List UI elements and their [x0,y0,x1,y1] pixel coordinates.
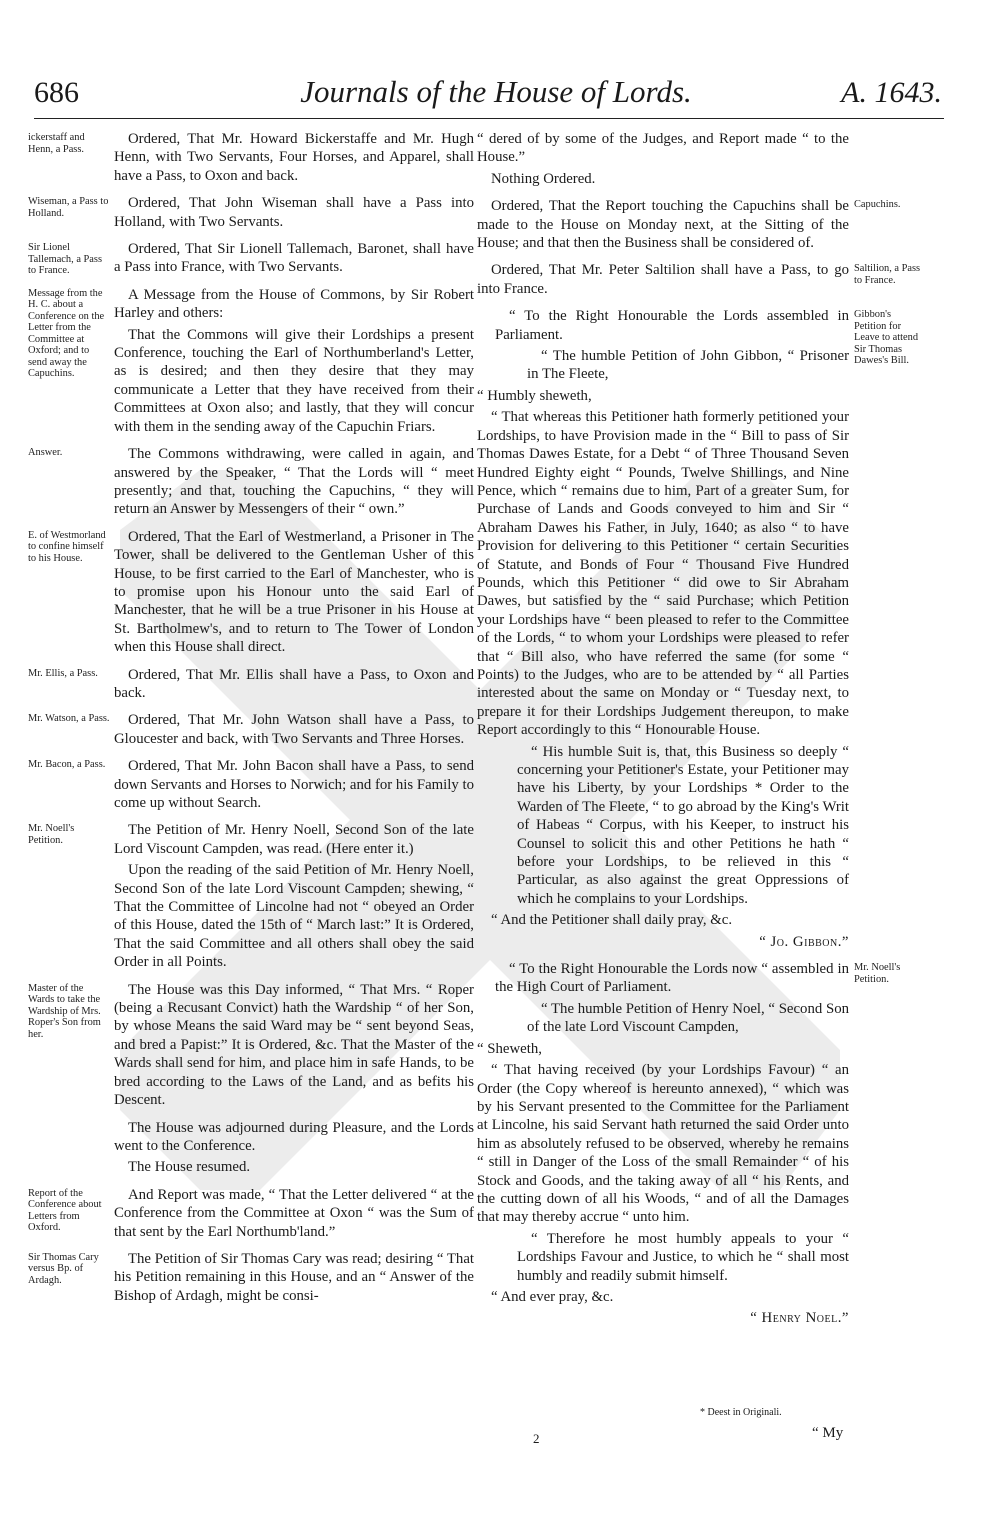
paragraph: Ordered, That Sir Lionell Tallemach, Baronet, shall have a Pass into France, with Two Servants. [114,241,474,276]
petition-title: “ The humble Petition of Henry Noel, “ Second Son of the late Lord Viscount Campden, [527,1000,849,1036]
running-title: Journals of the House of Lords. [300,74,692,109]
margin-note: Message from the H. C. about a Conference on the Letter from the Committee at Oxford; and to send away the Capuchins. [28,287,105,380]
footnote: * Deest in Originali. [700,1407,782,1418]
paragraph: The House was adjourned during Pleasure, and the Lords went to the Conference. [114,1119,474,1154]
margin-note: Wiseman, a Pass to Holland. [28,196,109,219]
signature-mark: 2 [533,1431,540,1446]
margin-note: Mr. Watson, a Pass. [28,713,110,725]
entry-noel-petition [477,960,901,1328]
entry-tallemach-pass [28,240,474,277]
paragraph: “ Sheweth, [477,1040,542,1057]
paragraph: And Report was made, “ That the Letter delivered “ at the Conference from the Committee at Oxon “ was the Sum of that sent by the Earl Northumb'land.” [114,1186,474,1240]
entry-cary-petition [28,1250,474,1305]
paragraph: “ And the Petitioner shall daily pray, &c. [491,912,733,929]
margin-note: Mr. Noell's Petition. [28,823,75,846]
paragraph: “ That whereas this Petitioner hath formerly petitioned your Lordships, to have Provision made in the “ Bill to pass of Sir Thomas Dawes Estate, for a Debt “ of Three Thousand Seven Hundred Eighty eight “ Pounds, Twelve Shillings, and Nine Pence, which “ remains due to him, Part of a greater Sum, for Purchase of Lands and Goods conveyed to him and Sir “ Abraham Dawes his Father, in July, 1640; as also “ to have Provision for delivering to this Petitioner “ certain Securities of Statute, and Bonds of Four “ Thousand Five Hundred Pounds, which this Petitioner “ did owe to Sir Abraham Dawes, but satisfied by the “ said Purchase; which Petition your Lordships have “ been pleased to refer to the Committee of the Lords, “ to whom your Lordships were pleased to refer that “ Bill also, who have referred the same (for some “ Points) to the Judges, who are to be attended by “ all Parties interested about the same on Monday or “ Tuesday next, to prepare it for their Lordships Judgement thereupon, to make Report accordingly to this “ Honourable House. [477,409,849,739]
header-rule [34,118,944,119]
entry-westmorland [28,528,474,657]
paragraph: Nothing Ordered. [491,170,596,187]
petition-address: “ To the Right Honourable the Lords assembled in Parliament. [495,308,849,343]
paragraph: “ And ever pray, &c. [491,1288,614,1305]
entry-ellis-pass [28,666,474,703]
paragraph: The Commons withdrawing, were called in again, and answered by the Speaker, “ That the Lords will “ meet presently; and that, touching the Capuchins, “ they will return an Answer by Messengers of their “ own.” [114,446,474,518]
entry-conference-report [28,1186,474,1241]
left-column [28,130,475,1314]
paragraph: Ordered, That Mr. John Watson shall have a Pass, to Gloucester and back, with Two Servants and Three Horses. [114,712,474,747]
entry-capuchins [477,197,901,252]
margin-note: Sir Thomas Cary versus Bp. of Ardagh. [28,1251,99,1286]
margin-note: Mr. Noell's Petition. [854,962,901,985]
entry-saltilion-pass [477,261,921,298]
paragraph: “ Therefore he most humbly appeals to your “ Lordships Favour and Justice, to which he “ shall most humbly and readily submit himself. [517,1230,849,1284]
margin-note: Mr. Ellis, a Pass. [28,667,98,679]
margin-note: Saltilion, a Pass to France. [854,263,921,286]
petition-address: “ To the Right Honourable the Lords now “ assembled in the High Court of Parliament. [495,961,849,996]
margin-note: Sir Lionel Tallemach, a Pass to France. [28,242,103,277]
entry-gibbon-petition [477,307,919,951]
entry-noell-petition [28,821,474,971]
entry-roper-wardship [28,981,474,1110]
paragraph: Ordered, That the Earl of Westmerland, a Prisoner in The Tower, shall be delivered to the Gentleman Usher of this House, to be first carried to the Earl of Manchester, who is to promise upon his Honour unto the said Earl of Manchester, that he will be a true Prisoner in his House at St. Bartholmew's, and to return to The Tower of London when this House shall direct. [114,528,474,656]
margin-note: Master of the Wards to take the Wardship of Mrs. Roper's Son from her. [28,982,101,1040]
paragraph: Upon the reading of the said Petition of Mr. Henry Noell, Second Son of the late Lord Viscount Campden; shewing, “ That the Committee of Lincolne had not “ obeyed an Order of this House, dated the 15th of “ March last:” It is Ordered, That the said Committee and all others shall obey the said Order in all Points. [114,862,474,971]
margin-note: Gibbon's Petition for Leave to attend Sir Thomas Dawes's Bill. [854,309,919,367]
paragraph: “ dered of by some of the Judges, and Report made “ to the House.” [477,131,849,166]
margin-note: ickerstaff and Henn, a Pass. [28,132,85,155]
margin-note: Capuchins. [854,199,901,211]
paragraph: “ That having received (by your Lordships Favour) “ an Order (the Copy whereof is hereunto annexed), “ which was by his Servant presented to the Committee for the Parliament at Lincolne, his said Servant hath returned the said Order unto him as absolutely refused to be observed, whereby he remains “ still in Danger of the Loss of the small Remainder “ of his Stock and Goods, and the taking away of all “ his Rents, and the cutting down of all his Woods, “ and of all the Damages that may thereby accrue “ unto him. [477,1062,849,1226]
paragraph: Ordered, That John Wiseman shall have a Pass into Holland, with Two Servants. [114,195,474,230]
paragraph: “ His humble Suit is, that, this Business so deeply “ concerning your Petitioner's Estate, your Petitioner may have his Liberty, by your Lordships * Order to the Warden of The Fleete, “ to go abroad by the King's Writ of Habeas “ Corpus, with his Keeper, to instruct his Counsel to solicit this and other Petitions he hath “ before your Lordships, to be relieved in this “ Particular, as also against the great Oppressions of which he complains to your Lordships. [517,743,849,907]
petition-title: “ The humble Petition of John Gibbon, “ Prisoner in The Fleete, [527,348,849,383]
page-number: 686 [34,76,79,109]
entry-answer [28,445,474,519]
paragraph: The Petition of Mr. Henry Noell, Second Son of the late Lord Viscount Campden, was read. (Here enter it.) [114,822,474,857]
margin-note: Report of the Conference about Letters from Oxford. [28,1187,102,1234]
paragraph: That the Commons will give their Lordships a present Conference, touching the Earl of Northumberland's Letter, as is desired; and then they desire that they may communicate a Letter that they have received from their Committees at Oxon also; and lastly, that they will concur with them in the sending away of the Capuchin Friars. [114,326,474,435]
signature: “ Jo. Gibbon.” [759,933,849,950]
signature: “ Henry Noel.” [750,1310,849,1327]
paragraph: Ordered, That Mr. Ellis shall have a Pass, to Oxon and back. [114,666,474,701]
margin-note: Mr. Bacon, a Pass. [28,759,106,771]
margin-note: E. of Westmorland to confine himself to his House. [28,529,106,564]
catchword: “ My [812,1425,844,1441]
paragraph: Ordered, That the Report touching the Capuchins shall be made to the House on Monday next, at the Sitting of the House; and that then the Business shall be considered of. [477,198,849,252]
paragraph: The House resumed. [128,1159,251,1176]
paragraph: The Petition of Sir Thomas Cary was read; desiring “ That his Petition remaining in this House, and an “ Answer of the Bishop of Ardagh, might be consi- [114,1250,474,1304]
entry-bickerstaff-pass [28,130,474,185]
right-column [477,130,921,1337]
entry-wiseman-pass [28,194,474,231]
entry-adjourned [114,1119,474,1177]
paragraph: Ordered, That Mr. John Bacon shall have a Pass, to send down Servants and Horses to Norwich; and for his Family to come up without Search. [114,758,475,811]
entry-bacon-pass [28,757,475,812]
paragraph: A Message from the House of Commons, by Sir Robert Harley and others: [114,286,474,322]
page-year: A. 1643. [841,76,942,109]
entry-commons-message [28,286,474,436]
paragraph: Ordered, That Mr. Howard Bickerstaffe and Mr. Hugh Henn, with Two Servants, Four Horses, and Apparel, shall have a Pass, to Oxon and back. [114,131,474,184]
paragraph: The House was this Day informed, “ That Mrs. “ Roper (being a Recusant Convict) hath the Wardship “ of her Son, by whose Means the said Ward may be “ sent beyond Seas, and bred a Papist:” It is Ordered, &c. That the Master of the Wards shall send for him, and place him in safe Hands, to be bred according to the Laws of the Land, and as befits his Descent. [114,981,474,1109]
entry-cary-continued [477,130,849,188]
paragraph: “ Humbly sheweth, [477,387,592,404]
paragraph: Ordered, That Mr. Peter Saltilion shall have a Pass, to go into France. [477,262,849,297]
entry-watson-pass [28,711,474,748]
margin-note: Answer. [28,447,63,459]
